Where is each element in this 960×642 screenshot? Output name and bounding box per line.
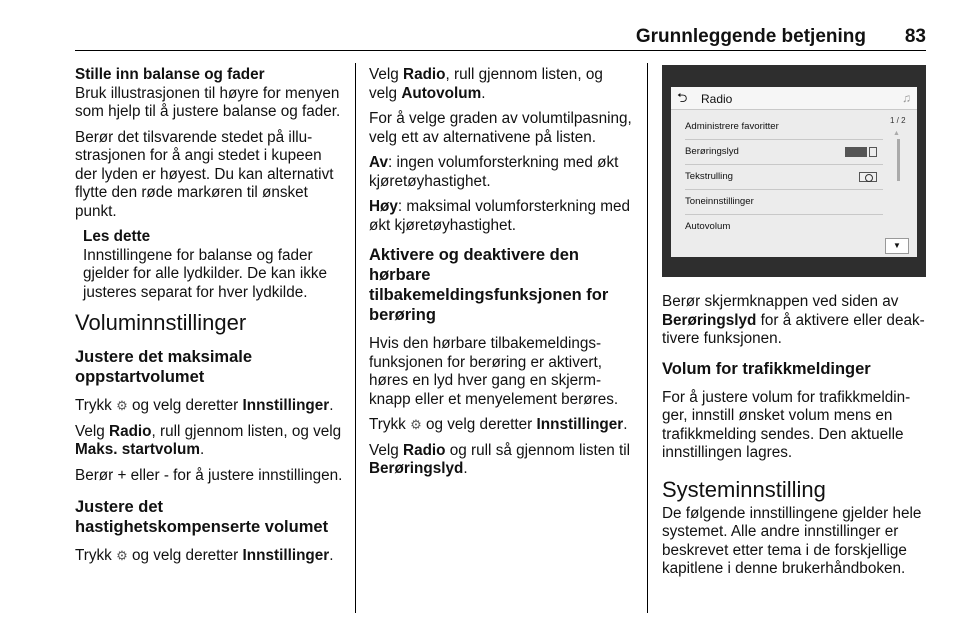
touch-sound-toggle[interactable] <box>845 147 877 157</box>
scrollbar[interactable] <box>897 139 900 181</box>
scroll-down-button[interactable]: ▼ <box>885 238 909 254</box>
menu-item-favorites[interactable]: Administrere favoritter <box>685 115 883 140</box>
menu-item-autovolume[interactable]: Autovolum <box>685 221 731 232</box>
paragraph-trykk-3: Trykk ⚙ og velg deretter Innstillinger. <box>369 416 628 433</box>
paragraph-balance-2: Berør det tilsvarende stedet på illustrasjonen for å angi stedet i kupeen der lyden er høyest. Du kan alternativt flytte den røde markøren til ønsket punkt. <box>75 128 334 220</box>
scroll-up-icon[interactable]: ▲ <box>893 130 900 137</box>
menu-item-touch-sound[interactable]: Berøringslyd <box>685 140 883 165</box>
heading-balance: Stille inn balanse og fader <box>75 66 265 83</box>
panel-title: Radio <box>701 92 733 106</box>
column-1 <box>75 66 347 573</box>
column-2 <box>369 66 634 486</box>
note-title: Les dette <box>83 228 151 245</box>
toggle-off-segment <box>869 147 877 157</box>
paragraph-grade: For å velge graden av volumtilpasning, velg ett av alternativene på listen. <box>369 110 632 146</box>
paragraph-hoy: Høy: maksimal volumforsterkning med økt kjøretøyhastighet. <box>369 198 630 234</box>
column-divider-2 <box>647 63 648 613</box>
text-scroll-toggle[interactable] <box>859 172 877 182</box>
heading-traffic-volume: Volum for trafikkmeldinger <box>662 359 871 378</box>
page-title: Grunnleggende betjening <box>635 26 866 47</box>
paragraph-trykk-2: Trykk ⚙ og velg deretter Innstillinger. <box>75 547 334 564</box>
paragraph-system: De følgende innstillingene gjelder hele systemet. Alle andre innstillinger er beskrevet etter tema i de forskjellige kapitlene i denne brukerhåndboken. <box>662 504 922 577</box>
paragraph-touch-button: Berør skjermknappen ved siden av Berøringslyd for å aktivere eller deaktivere funksjonen. <box>662 293 925 347</box>
radio-settings-panel <box>671 87 917 257</box>
paragraph-velg-radio-1: Velg Radio, rull gjennom listen, og velg Maks. startvolum. <box>75 422 342 458</box>
paragraph-balance-1: Bruk illustrasjonen til høyre for menyen som hjelp til å justere balanse og fader. <box>75 84 341 120</box>
panel-title-bar <box>671 87 917 110</box>
page-indicator: 1 / 2 <box>890 116 906 125</box>
page-header <box>75 24 926 50</box>
paragraph-touch: Hvis den hørbare tilbakemeldingsfunksjonen for berøring er aktivert, høres en lyd hver gang en skjermknapp eller et menyelement berøres. <box>369 335 619 408</box>
heading-volume-settings: Voluminnstillinger <box>75 310 247 335</box>
paragraph-traffic: For å justere volum for trafikkmeldinger, innstill ønsket volum mens en trafikkmelding sendes. Den aktuelle innstillingen lagres. <box>662 388 911 461</box>
page-number: 83 <box>904 26 926 47</box>
paragraph-trykk-1: Trykk ⚙ og velg deretter Innstillinger. <box>75 397 334 414</box>
note-box <box>83 228 347 302</box>
column-3 <box>662 65 928 586</box>
toggle-fill <box>845 147 867 157</box>
header-rule <box>75 50 926 51</box>
menu-item-tone-settings[interactable]: Toneinnstillinger <box>685 190 883 215</box>
column-divider-1 <box>355 63 356 613</box>
gear-icon: ⚙ <box>116 548 128 563</box>
heading-system-settings: Systeminnstilling <box>662 476 826 502</box>
paragraph-av: Av: ingen volumforsterkning med økt kjøretøyhastighet. <box>369 154 619 190</box>
heading-max-startup-volume: Justere det maksimale oppstartvolumet <box>75 348 253 386</box>
heading-touch-feedback: Aktivere og deaktivere den hørbare tilbakemeldingsfunksjonen for berøring <box>369 246 609 324</box>
back-arrow-icon[interactable]: ⮌ <box>677 90 688 105</box>
radio-settings-screenshot <box>662 65 926 277</box>
gear-icon: ⚙ <box>410 417 422 432</box>
gear-icon: ⚙ <box>116 398 128 413</box>
music-note-icon: ♫ <box>902 91 911 105</box>
paragraph-velg-radio-2: Velg Radio, rull gjennom listen, og velg Autovolum. <box>369 66 603 102</box>
paragraph-velg-radio-3: Velg Radio og rull så gjennom listen til Berøringslyd. <box>369 441 631 477</box>
menu-item-text-scroll[interactable]: Tekstrulling <box>685 165 883 190</box>
heading-speed-volume: Justere det hastighetskompenserte volumet <box>75 498 329 536</box>
note-text: Innstillingene for balanse og fader gjelder for alle lydkilder. De kan ikke justeres separat for hver lydkilde. <box>83 246 328 301</box>
paragraph-plus-minus: Berør + eller - for å justere innstillingen. <box>75 466 343 484</box>
toggle-knob <box>865 174 873 182</box>
